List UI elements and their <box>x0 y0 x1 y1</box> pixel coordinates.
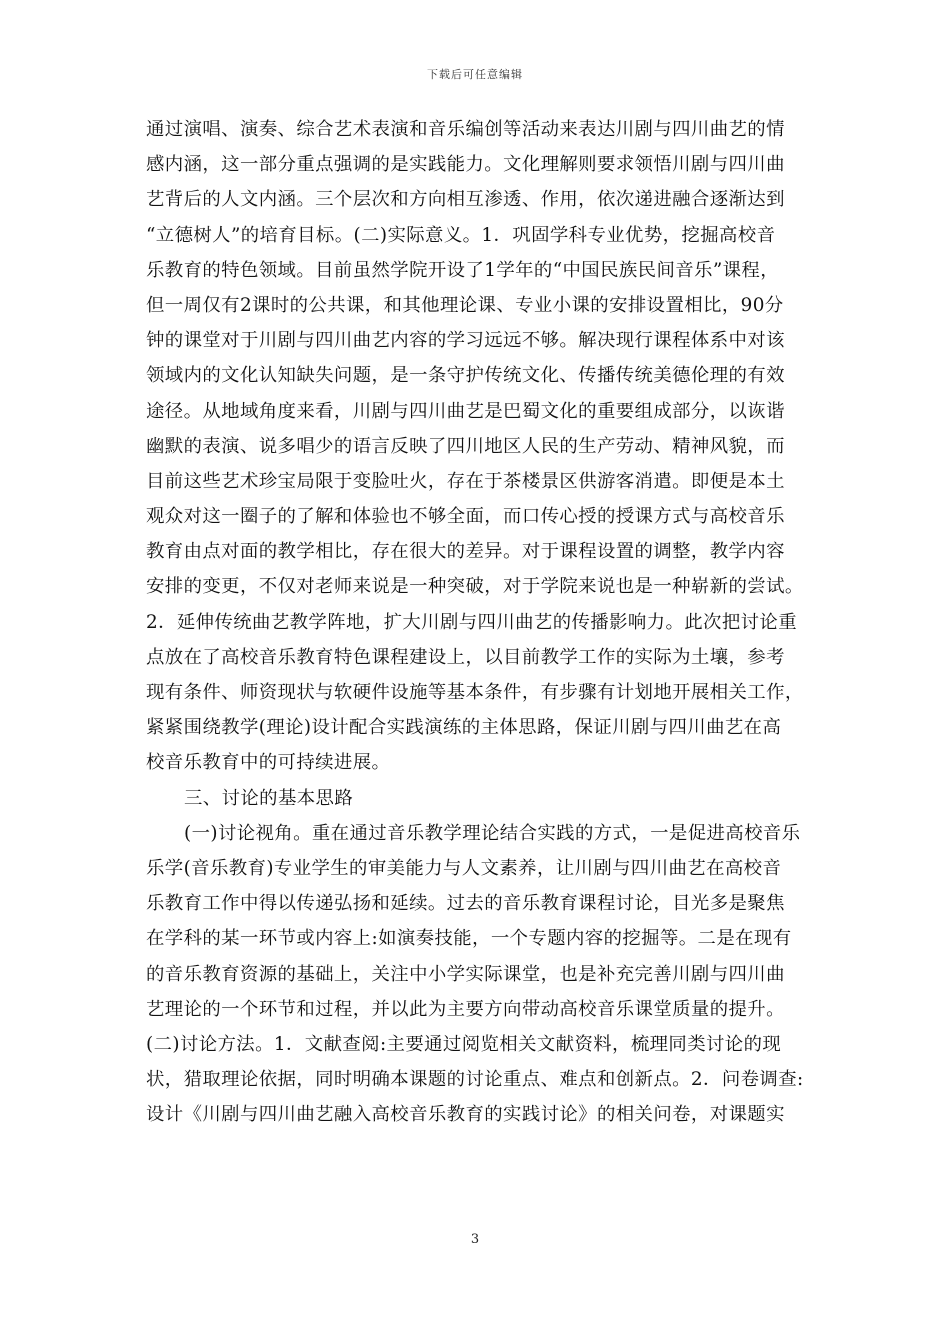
text-line: 设计《川剧与四川曲艺融入高校音乐教育的实践讨论》的相关问卷，对课题实 <box>146 1104 785 1126</box>
header-note: 下载后可任意编辑 <box>427 68 523 81</box>
text-line: 钟的课堂对于川剧与四川曲艺内容的学习远远不够。解决现行课程体系中对该 <box>146 330 785 352</box>
page-number: 3 <box>470 1232 480 1247</box>
text-line: 通过演唱、演奏、综合艺术表演和音乐编创等活动来表达川剧与四川曲艺的情 <box>146 119 785 140</box>
text-line: 教育由点对面的教学相比，存在很大的差异。对于课程设置的调整，教学内容 <box>146 541 785 563</box>
text-line: 艺背后的人文内涵。三个层次和方向相互渗透、作用，依次递进融合逐渐达到 <box>146 189 785 211</box>
text-line: 乐学(音乐教育)专业学生的审美能力与人文素养，让川剧与四川曲艺在高校音 <box>146 857 782 879</box>
text-line: 乐教育工作中得以传递弘扬和延续。过去的音乐教育课程讨论，目光多是聚焦 <box>146 893 785 915</box>
text-line: 2．延伸传统曲艺教学阵地，扩大川剧与四川曲艺的传播影响力。此次把讨论重 <box>146 611 797 633</box>
section-heading: 三、讨论的基本思路 <box>184 787 354 809</box>
text-line: 乐教育的特色领域。目前虽然学院开设了1学年的“中国民族民间音乐”课程， <box>146 259 780 281</box>
text-line: 途径。从地域角度来看，川剧与四川曲艺是巴蜀文化的重要组成部分，以诙谐 <box>146 400 785 422</box>
text-line: (二)讨论方法。1．文献查阅:主要通过阅览相关文献资料，梳理同类讨论的现 <box>146 1033 782 1055</box>
text-line: 在学科的某一环节或内容上:如演奏技能，一个专题内容的挖掘等。二是在现有 <box>146 928 792 950</box>
text-line: 紧紧围绕教学(理论)设计配合实践演练的主体思路，保证川剧与四川曲艺在高 <box>146 717 782 739</box>
text-line: 幽默的表演、说多唱少的语言反映了四川地区人民的生产劳动、精神风貌，而 <box>146 435 785 457</box>
body-text <box>146 112 806 1132</box>
text-line: 校音乐教育中的可持续进展。 <box>146 752 391 774</box>
text-line: 艺理论的一个环节和过程，并以此为主要方向带动高校音乐课堂质量的提升。 <box>146 998 785 1020</box>
text-line: (一)讨论视角。重在通过音乐教学理论结合实践的方式，一是促进高校音乐 <box>184 822 801 844</box>
text-line: 安排的变更，不仅对老师来说是一种突破，对于学院来说也是一种崭新的尝试。 <box>146 576 804 598</box>
text-line: 点放在了高校音乐教育特色课程建设上，以目前教学工作的实际为土壤，参考 <box>146 646 785 668</box>
text-line: 现有条件、师资现状与软硬件设施等基本条件，有步骤有计划地开展相关工作， <box>146 682 804 703</box>
text-line: 但一周仅有2课时的公共课，和其他理论课、专业小课的安排设置相比，90分 <box>146 294 784 316</box>
text-line: 观众对这一圈子的了解和体验也不够全面，而口传心授的授课方式与高校音乐 <box>146 506 785 528</box>
text-line: 的音乐教育资源的基础上，关注中小学实际课堂，也是补充完善川剧与四川曲 <box>146 963 785 985</box>
text-line: 领域内的文化认知缺失问题，是一条守护传统文化、传播传统美德伦理的有效 <box>146 365 785 387</box>
text-line: 目前这些艺术珍宝局限于变脸吐火，存在于茶楼景区供游客消遣。即便是本土 <box>146 470 785 492</box>
text-line: “立德树人”的培育目标。(二)实际意义。1．巩固学科专业优势，挖掘高校音 <box>146 224 776 246</box>
text-line: 感内涵，这一部分重点强调的是实践能力。文化理解则要求领悟川剧与四川曲 <box>146 154 785 176</box>
text-line: 状，猎取理论依据，同时明确本课题的讨论重点、难点和创新点。2．问卷调查: <box>146 1069 804 1091</box>
